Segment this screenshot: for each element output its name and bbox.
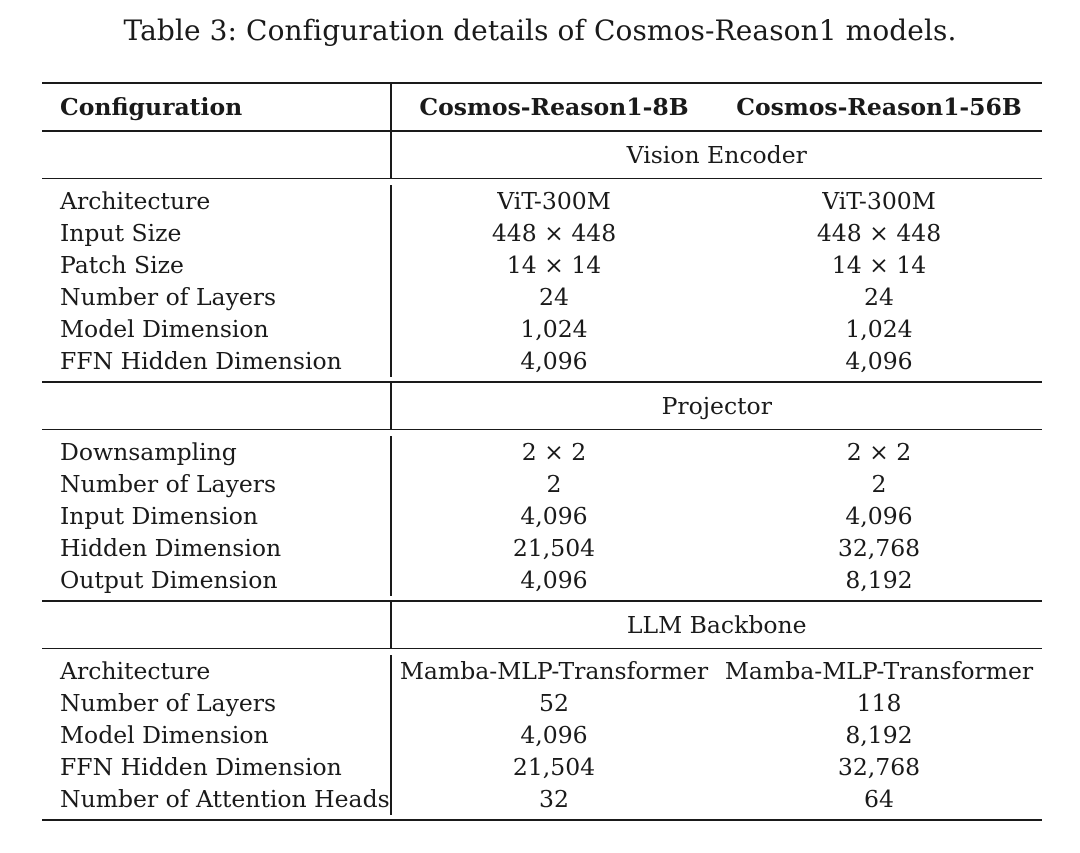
row-label: Model Dimension: [60, 721, 269, 749]
row-value-8b: 32: [539, 785, 569, 813]
section-body-llm-backbone: [42, 649, 1042, 819]
table-row: [42, 217, 1042, 249]
row-label: FFN Hidden Dimension: [60, 347, 342, 375]
row-value-56b: 118: [856, 689, 902, 717]
section-title-vision-encoder: Vision Encoder: [626, 140, 807, 169]
table-header-row: [42, 84, 1042, 130]
row-value-56b: 8,192: [845, 721, 913, 749]
row-value-8b: 1,024: [520, 315, 588, 343]
section-header-row: [42, 132, 1042, 178]
row-label: Input Size: [60, 219, 182, 247]
bottom-rule: [42, 819, 1042, 821]
row-value-8b: 4,096: [520, 502, 588, 530]
row-value-56b: 14 × 14: [831, 251, 927, 279]
row-value-8b: 4,096: [520, 347, 588, 375]
table-row: [42, 783, 1042, 815]
row-value-8b: 24: [539, 283, 569, 311]
row-label: Number of Layers: [60, 470, 277, 498]
section-header-row: [42, 383, 1042, 429]
row-label: Downsampling: [60, 438, 237, 466]
row-value-8b: 2: [546, 470, 562, 498]
section-header-row: [42, 602, 1042, 648]
row-label: Hidden Dimension: [60, 534, 282, 562]
row-value-8b: 2 × 2: [521, 438, 587, 466]
row-label: Architecture: [60, 187, 211, 215]
row-value-8b: ViT-300M: [497, 187, 611, 215]
table-row: [42, 281, 1042, 313]
row-label: FFN Hidden Dimension: [60, 753, 342, 781]
row-value-56b: 2 × 2: [846, 438, 912, 466]
header-col-8b: Cosmos-Reason1-8B: [419, 93, 689, 121]
row-value-56b: 64: [864, 785, 894, 813]
row-value-56b: 448 × 448: [816, 219, 942, 247]
table-row: [42, 687, 1042, 719]
table-row: [42, 249, 1042, 281]
row-value-56b: 32,768: [837, 534, 921, 562]
table-row: [42, 185, 1042, 217]
section-title-llm-backbone: LLM Backbone: [626, 610, 807, 639]
row-value-8b: 21,504: [512, 534, 596, 562]
table-row: [42, 436, 1042, 468]
row-label: Number of Attention Heads: [60, 785, 390, 813]
table-row: [42, 532, 1042, 564]
header-col-56b: Cosmos-Reason1-56B: [736, 93, 1022, 121]
table-row: [42, 719, 1042, 751]
row-value-56b: 1,024: [845, 315, 913, 343]
table-row: [42, 500, 1042, 532]
row-value-56b: 2: [871, 470, 887, 498]
row-value-56b: 4,096: [845, 347, 913, 375]
row-label: Number of Layers: [60, 283, 277, 311]
table-row: [42, 751, 1042, 783]
section-title-projector: Projector: [661, 391, 772, 420]
table-row: [42, 313, 1042, 345]
row-label: Number of Layers: [60, 689, 277, 717]
config-table: [42, 82, 1042, 821]
row-value-56b: 32,768: [837, 753, 921, 781]
row-value-56b: 24: [864, 283, 894, 311]
row-label: Input Dimension: [60, 502, 259, 530]
row-value-56b: 8,192: [845, 566, 913, 594]
table-caption: Table 3: Configuration details of Cosmos-Reason1 models.: [123, 14, 957, 47]
row-value-8b: 52: [539, 689, 569, 717]
header-configuration: Configuration: [60, 93, 243, 121]
row-value-8b: 4,096: [520, 566, 588, 594]
table-row: [42, 345, 1042, 377]
row-value-56b: ViT-300M: [822, 187, 936, 215]
row-label: Patch Size: [60, 251, 184, 279]
table-row: [42, 564, 1042, 596]
table-row: [42, 468, 1042, 500]
row-value-8b: 21,504: [512, 753, 596, 781]
row-value-8b: 4,096: [520, 721, 588, 749]
row-label: Architecture: [60, 657, 211, 685]
section-body-projector: [42, 430, 1042, 600]
row-value-8b: 448 × 448: [491, 219, 617, 247]
row-value-56b: Mamba-MLP-Transformer: [724, 657, 1034, 685]
table-row: [42, 655, 1042, 687]
row-label: Model Dimension: [60, 315, 269, 343]
section-body-vision-encoder: [42, 179, 1042, 381]
row-value-8b: 14 × 14: [506, 251, 602, 279]
row-value-8b: Mamba-MLP-Transformer: [399, 657, 709, 685]
row-label: Output Dimension: [60, 566, 278, 594]
row-value-56b: 4,096: [845, 502, 913, 530]
